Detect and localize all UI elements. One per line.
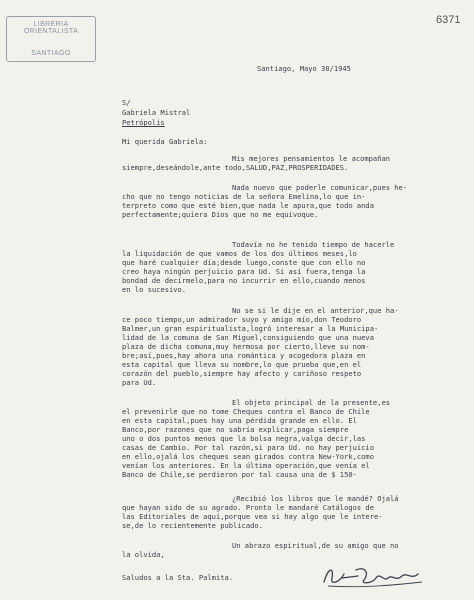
body-line: la olvida, [122, 550, 165, 559]
body-line: para Ud. [122, 378, 157, 387]
body-line: Nada nuevo que poderle comunicar,pues he- [232, 183, 408, 192]
reference-number: 6371 [436, 14, 461, 26]
closing-line: Saludos a la Sta. Palmita. [122, 573, 234, 582]
body-line: El objeto principal de la presente,es [232, 398, 391, 407]
signature-mark [318, 562, 428, 590]
body-line: No se si le dije en el anterior,que ha- [232, 306, 399, 315]
body-line: que haré cualquier día;desde luego,conste que con ello no [122, 258, 366, 267]
body-line: las Editoriales de aquí,porque vea si hay algo que le intere- [122, 512, 383, 521]
body-line: uno o dos puntos menos que la bolsa negra,valga decir,las [122, 434, 366, 443]
body-line: en ello,ojalá los cheques sean girados contra New-York,como [122, 452, 374, 461]
body-line: Balmer,un gran espiritualista,logró interesar a la Municipa- [122, 324, 379, 333]
body-line: en lo sucesivo. [122, 285, 187, 294]
body-line: perfectamente;quiera Dios que no me equivoque. [122, 210, 319, 219]
salutation: Mi querida Gabriela: [122, 137, 208, 146]
recipient-city: Petrópolis [122, 118, 165, 127]
body-line: Banco,por razones que no sabría explicar,paga siempre [122, 425, 349, 434]
recipient-name: Gabriela Mistral [122, 108, 191, 117]
body-line: bre;así,pues,hay ahora una romántica y acogedora plaza en [122, 351, 366, 360]
recipient-prefix: S/ [122, 98, 131, 107]
body-line: lidad de la comuna de San Miguel,consiguiendo que una nueva [122, 333, 374, 342]
body-line: ¿Recibió los libros que le mandé? Ojalá [232, 494, 399, 503]
stamp-line-2: SANTIAGO [31, 50, 71, 57]
body-line: venían los anteriores. En la última operación,que venía el [122, 461, 370, 470]
body-line: Todavía no he tenido tiempo de hacerle [232, 240, 395, 249]
body-line: cho que no tengo noticias de la señora Emelina,lo que in- [122, 192, 366, 201]
body-line: creo haya ningún perjuicio para Ud. Si así fuera,tenga la [122, 267, 366, 276]
body-line: corazón del pueblo,siempre hay afecto y cariñoso respeto [122, 369, 362, 378]
body-line: se,de lo recientemente publicado. [122, 521, 263, 530]
body-line: terpreto como que esté bien,que nada le apura,que todo anda [122, 201, 374, 210]
body-line: casas de Cambio. Por tal razón,si para Ud. no hay perjuicio [122, 443, 374, 452]
library-stamp [6, 16, 96, 62]
body-line: siempre,deseándole,ante todo,SALUD,PAZ,PROSPERIDADES. [122, 163, 349, 172]
body-line: Banco de Chile,se perdieron por tal causa una de $ 150- [122, 470, 357, 479]
body-line: ce poco tiempo,un admirador suyo y amigo mío,don Teodoro [122, 315, 362, 324]
body-line: Mis mejores pensamientos le acompañan [232, 154, 391, 163]
body-line: esta capital que lleva su nombre,lo que prueba que,en el [122, 360, 362, 369]
body-line: que hayan sido de su agrado. Pronto le mandaré Catálogos de [122, 503, 374, 512]
body-line: Un abrazo espiritual,de su amigo que no [232, 541, 399, 550]
body-line: la liquidación de que vamos de los dos últimos meses,lo [122, 249, 357, 258]
body-line: plaza de dicha comuna,muy hermosa por cierto,lleve su nom- [122, 342, 370, 351]
body-line: bondad de decírmelo,para no incurrir en ello,cuando menos [122, 276, 366, 285]
body-line: en esta capital,pues hay una pérdida grande en ello. El [122, 416, 357, 425]
body-line: el prevenirle que no tome Cheques contra el Banco de Chile [122, 407, 370, 416]
date-line: Santiago, Mayo 30/1945 [257, 64, 351, 73]
stamp-line-1: LIBRERIA ORIENTALISTA [23, 21, 79, 35]
